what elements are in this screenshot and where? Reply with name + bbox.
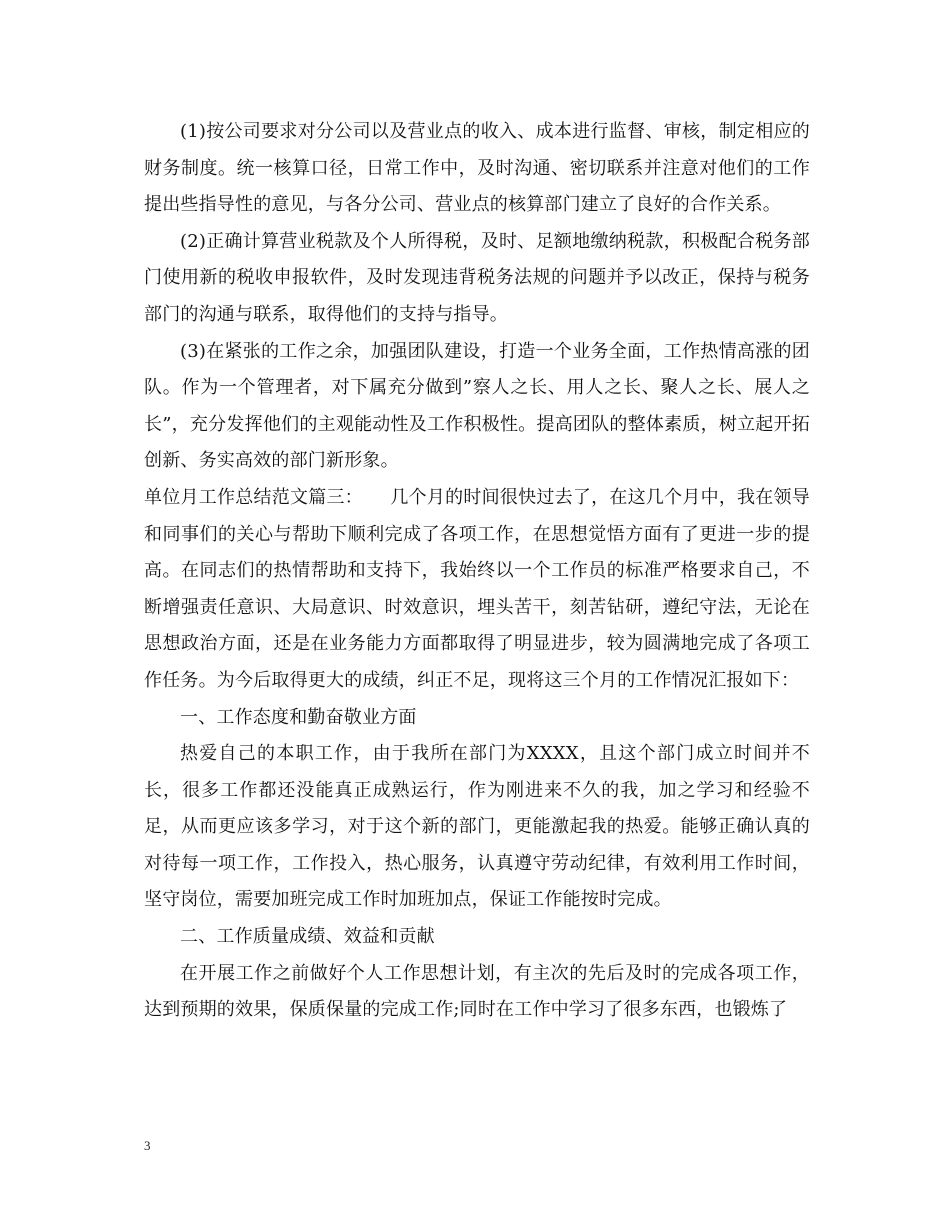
paragraph-item-2: (2)正确计算营业税款及个人所得税，及时、足额地缴纳税款，积极配合税务部门使用新的税收申报软件，及时发现违背税务法规的问题并予以改正，保持与税务部门的沟通与联系，取得他们的支持与指导。 [144, 230, 810, 325]
section-heading-attitude: 一、工作态度和勤奋敬业方面 [180, 706, 417, 728]
paragraph-attitude: 热爱自己的本职工作，由于我所在部门为XXXX，且这个部门成立时间并不长，很多工作都还没能真正成熟运行，作为刚进来不久的我，加之学习和经验不足，从而更应该多学习，对于这个新的部门，更能激起我的热爱。能够正确认真的对待每一项工作，工作投入，热心服务，认真遵守劳动纪律，有效利用工作时间，坚守岗位，需要加班完成工作时加班加点，保证工作能按时完成。 [144, 743, 810, 911]
document-body [144, 114, 810, 1029]
page-number: 3 [144, 1138, 151, 1153]
section-three-intro: 单位月工作总结范文篇三： 几个月的时间很快过去了，在这几个月中，我在领导和同事们的关心与帮助下顺利完成了各项工作，在思想觉悟方面有了更进一步的提高。在同志们的热情帮助和支持下，我始终以一个工作员的标准严格要求自己，不断增强责任意识、大局意识、时效意识，埋头苦干，刻苦钻研，遵纪守法，无论在思想政治方面，还是在业务能力方面都取得了明显进步，较为圆满地完成了各项工作任务。为今后取得更大的成绩，纠正不足，现将这三个月的工作情况汇报如下： [144, 486, 810, 691]
section-heading-quality: 二、工作质量成绩、效益和贡献 [180, 926, 435, 948]
paragraph-item-3: (3)在紧张的工作之余，加强团队建设，打造一个业务全面，工作热情高涨的团队。作为一个管理者，对下属充分做到”察人之长、用人之长、聚人之长、展人之长”，充分发挥他们的主观能动性及工作积极性。提高团队的整体素质，树立起开拓创新、务实高效的部门新形象。 [144, 340, 810, 472]
paragraph-item-1: (1)按公司要求对分公司以及营业点的收入、成本进行监督、审核，制定相应的财务制度。统一核算口径，日常工作中，及时沟通、密切联系并注意对他们的工作提出些指导性的意见，与各分公司、营业点的核算部门建立了良好的合作关系。 [144, 121, 810, 216]
paragraph-quality: 在开展工作之前做好个人工作思想计划，有主次的先后及时的完成各项工作，达到预期的效果，保质保量的完成工作;同时在工作中学习了很多东西，也锻炼了 [144, 962, 810, 1021]
